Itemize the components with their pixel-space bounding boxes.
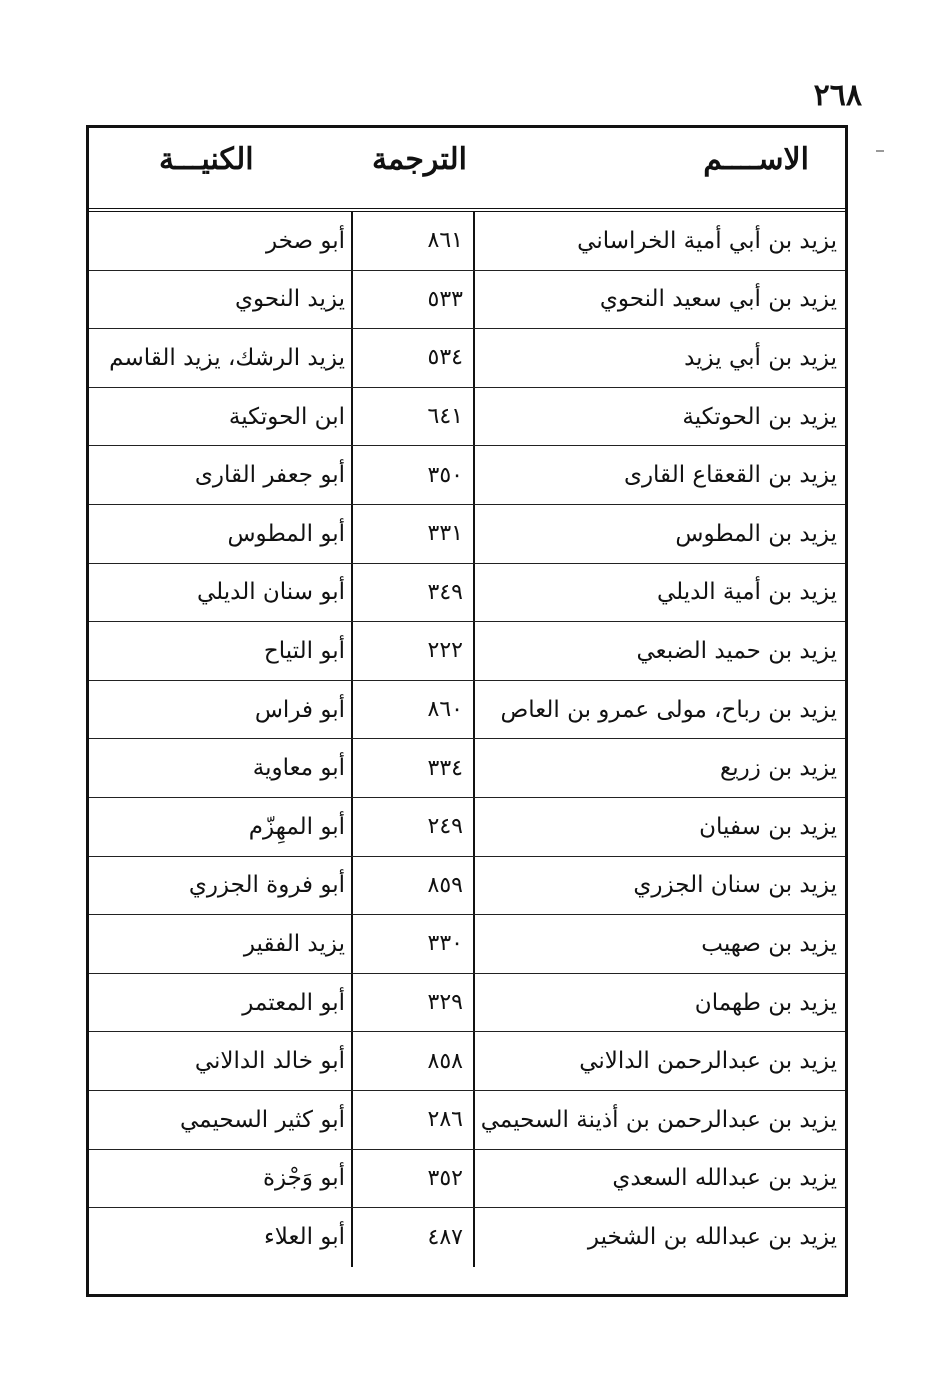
table-row — [89, 622, 845, 681]
translation-number-cell: ٨٦١ — [351, 212, 473, 270]
kunya-cell: يزيد الرشك، يزيد القاسم — [109, 344, 345, 371]
table-row — [89, 798, 845, 857]
kunya-cell: أبو التياح — [263, 637, 345, 664]
name-cell: يزيد بن صهيب — [473, 915, 845, 973]
table-row — [89, 1032, 845, 1091]
translation-number-cell: ٦٤١ — [351, 388, 473, 446]
header-translation: الترجمة — [371, 142, 467, 177]
table-header — [89, 128, 845, 212]
name-cell: يزيد بن أبي يزيد — [473, 329, 845, 387]
kunya-cell: أبو خالد الدالاني — [194, 1048, 345, 1075]
table-row — [89, 681, 845, 740]
table-row — [89, 1150, 845, 1209]
name-cell: يزيد بن سفيان — [473, 798, 845, 856]
kunya-cell: أبو فراس — [254, 696, 345, 723]
kunya-cell: أبو المطوس — [227, 520, 345, 547]
translation-number-cell: ٢٤٩ — [351, 798, 473, 856]
translation-number-cell: ٣٥٠ — [351, 446, 473, 504]
table-row — [89, 915, 845, 974]
page-number: ٢٦٨ — [813, 78, 862, 113]
table-row — [89, 271, 845, 330]
kunya-cell: أبو فروة الجزري — [188, 872, 345, 899]
translation-number-cell: ٣٤٩ — [351, 564, 473, 622]
table-row — [89, 857, 845, 916]
translation-number-cell: ٨٥٩ — [351, 857, 473, 915]
table-row — [89, 1091, 845, 1150]
name-cell: يزيد بن أبي أمية الخراساني — [473, 212, 845, 270]
name-cell: يزيد بن المطوس — [473, 505, 845, 563]
translation-number-cell: ٥٣٣ — [351, 271, 473, 329]
name-cell: يزيد بن رباح، مولى عمرو بن العاص — [473, 681, 845, 739]
kunya-cell: ابن الحوتكية — [228, 403, 345, 430]
table-row — [89, 1208, 845, 1267]
table-body — [89, 212, 845, 1267]
name-cell: يزيد بن عبدالله السعدي — [473, 1150, 845, 1208]
kunya-cell: أبو المعتمر — [242, 989, 345, 1016]
translation-number-cell: ٨٦٠ — [351, 681, 473, 739]
kunya-cell: أبو جعفر القارى — [194, 462, 345, 489]
kunya-cell: أبو العلاء — [263, 1224, 345, 1251]
translation-number-cell: ٨٥٨ — [351, 1032, 473, 1090]
kunya-cell: أبو وَجْزة — [262, 1165, 345, 1192]
name-cell: يزيد بن القعقاع القارى — [473, 446, 845, 504]
name-cell: يزيد بن طهمان — [473, 974, 845, 1032]
translation-number-cell: ٢٢٢ — [351, 622, 473, 680]
kunya-cell: أبو سنان الديلي — [196, 579, 345, 606]
kunya-cell: يزيد النحوي — [235, 286, 345, 313]
table-frame — [86, 125, 848, 1297]
name-cell: يزيد بن الحوتكية — [473, 388, 845, 446]
name-cell: يزيد بن أمية الديلي — [473, 564, 845, 622]
table-row — [89, 739, 845, 798]
name-cell: يزيد بن عبدالله بن الشخير — [473, 1208, 845, 1267]
table-row — [89, 505, 845, 564]
kunya-cell: أبو معاوية — [252, 755, 345, 782]
translation-number-cell: ٣٣٤ — [351, 739, 473, 797]
name-cell: يزيد بن عبدالرحمن بن أذينة السحيمي — [473, 1091, 845, 1149]
translation-number-cell: ٤٨٧ — [351, 1208, 473, 1267]
name-cell: يزيد بن عبدالرحمن الدالاني — [473, 1032, 845, 1090]
edge-mark — [876, 150, 884, 152]
translation-number-cell: ٣٣٠ — [351, 915, 473, 973]
translation-number-cell: ٢٨٦ — [351, 1091, 473, 1149]
translation-number-cell: ٣٥٢ — [351, 1150, 473, 1208]
table-row — [89, 564, 845, 623]
header-kunya: الكنيـــة — [159, 142, 254, 177]
translation-number-cell: ٣٣١ — [351, 505, 473, 563]
name-cell: يزيد بن زريع — [473, 739, 845, 797]
translation-number-cell: ٥٣٤ — [351, 329, 473, 387]
table-row — [89, 446, 845, 505]
header-name: الاســــم — [703, 142, 809, 177]
kunya-cell: أبو كثير السحيمي — [180, 1106, 345, 1133]
table-row — [89, 388, 845, 447]
table-row — [89, 212, 845, 271]
kunya-cell: أبو المهِزّم — [248, 813, 345, 840]
kunya-cell: يزيد الفقير — [243, 930, 345, 957]
name-cell: يزيد بن سنان الجزري — [473, 857, 845, 915]
kunya-cell: أبو صخر — [265, 227, 345, 254]
table-row — [89, 329, 845, 388]
table-row — [89, 974, 845, 1033]
translation-number-cell: ٣٢٩ — [351, 974, 473, 1032]
name-cell: يزيد بن أبي سعيد النحوي — [473, 271, 845, 329]
name-cell: يزيد بن حميد الضبعي — [473, 622, 845, 680]
